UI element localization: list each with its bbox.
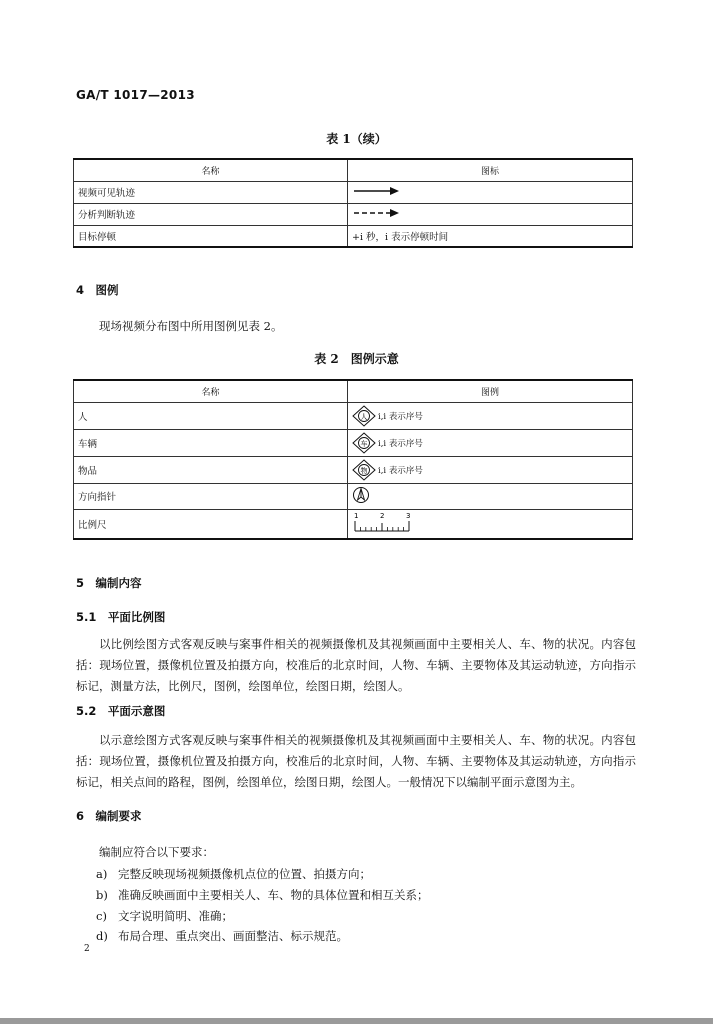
list-item-text: 布局合理、重点突出、画面整洁、标示规范。 (118, 929, 348, 943)
list-item-label: d) (96, 929, 108, 943)
table-row (74, 509, 633, 539)
table2-cell-symbol (348, 483, 633, 509)
table-row (74, 456, 633, 483)
list-item-label: b) (96, 888, 108, 902)
page-number: 2 (84, 944, 90, 954)
section5-1-heading: 5.1 平面比例图 (76, 610, 166, 624)
table2-cell-symbol (348, 456, 633, 483)
table1-cell-name: 分析判断轨迹 (74, 203, 348, 225)
table2-cell-symbol (348, 402, 633, 429)
vehicle-symbol-char: 车 (360, 439, 368, 448)
list-item-label: c) (96, 909, 107, 923)
scale-tick-label: 2 (380, 512, 385, 521)
table2 (73, 379, 633, 540)
table-row (74, 483, 633, 509)
symbol-note: i,i 表示序号 (378, 438, 423, 449)
table1-header-name: 名称 (74, 159, 348, 181)
table2-cell-symbol (348, 429, 633, 456)
table1-cell-name: 视频可见轨迹 (74, 181, 348, 203)
standard-number: GA/T 1017—2013 (76, 88, 195, 102)
scale-bar-icon (352, 510, 422, 534)
north-arrow-icon (352, 486, 370, 504)
table2-cell-name: 车辆 (74, 429, 348, 456)
table2-cell-name: 比例尺 (74, 509, 348, 539)
table-row (74, 225, 633, 247)
table-row (74, 402, 633, 429)
list-item (96, 908, 233, 924)
list-item (96, 866, 371, 882)
list-item-text: 文字说明简明、准确； (118, 909, 233, 923)
section4-heading: 4 图例 (76, 283, 119, 297)
table-row (74, 203, 633, 225)
item-symbol-icon (352, 459, 376, 481)
symbol-note: i,i 表示序号 (378, 411, 423, 422)
person-symbol-icon (352, 405, 376, 427)
table2-cell-name: 物品 (74, 456, 348, 483)
item-symbol-char: 物 (360, 466, 368, 475)
section5-2-heading: 5.2 平面示意图 (76, 704, 166, 718)
table1-caption: 表 1（续） (326, 132, 387, 146)
list-item-label: a) (96, 867, 108, 881)
table1-cell-name: 目标停顿 (74, 225, 348, 247)
table2-caption: 表 2 图例示意 (314, 352, 399, 366)
scan-bottom-edge (0, 1018, 713, 1024)
table1 (73, 158, 633, 248)
person-symbol-char: 人 (360, 412, 368, 421)
table1-cell-text: +i 秒，i 表示停顿时间 (348, 225, 633, 247)
table2-header-symbol: 图例 (348, 380, 633, 402)
table2-cell-name: 人 (74, 402, 348, 429)
table2-cell-name: 方向指针 (74, 483, 348, 509)
list-item-text: 完整反映现场视频摄像机点位的位置、拍摄方向； (118, 867, 371, 881)
section4-paragraph: 现场视频分布图中所用图例见表 2。 (99, 319, 283, 333)
section6-heading: 6 编制要求 (76, 809, 142, 823)
scale-tick-label: 1 (354, 512, 359, 521)
table1-cell-icon (348, 203, 633, 225)
table1-cell-icon (348, 181, 633, 203)
vehicle-symbol-icon (352, 432, 376, 454)
table-row (74, 429, 633, 456)
section5-1-paragraph: 以比例绘图方式客观反映与案事件相关的视频摄像机及其视频画面中主要相关人、车、物的状况。内容包括：现场位置，摄像机位置及拍摄方向，校准后的北京时间，人物、车辆、主要物体及其运动轨迹，方向指示标记，测量方法，比例尺，图例，绘图单位，绘图日期，绘图人。 (76, 637, 636, 693)
table2-cell-symbol (348, 509, 633, 539)
section6-intro: 编制应符合以下要求： (99, 845, 214, 859)
table2-header-name: 名称 (74, 380, 348, 402)
scale-tick-label: 3 (406, 512, 411, 521)
list-item (96, 928, 348, 944)
dashed-arrow-icon (352, 208, 400, 218)
solid-arrow-icon (352, 186, 400, 196)
table1-header-icon: 图标 (348, 159, 633, 181)
list-item (96, 887, 429, 903)
section5-2-paragraph: 以示意绘图方式客观反映与案事件相关的视频摄像机及其视频画面中主要相关人、车、物的状况。内容包括：现场位置，摄像机位置及拍摄方向，校准后的北京时间，人物、车辆、主要物体及其运动轨迹，方向指示标记，相关点间的路程，图例，绘图单位，绘图日期，绘图人。一般情况下以编制平面示意图为主。 (76, 733, 636, 789)
list-item-text: 准确反映画面中主要相关人、车、物的具体位置和相互关系； (118, 888, 429, 902)
table-row (74, 181, 633, 203)
section5-heading: 5 编制内容 (76, 576, 142, 590)
symbol-note: i,i 表示序号 (378, 465, 423, 476)
